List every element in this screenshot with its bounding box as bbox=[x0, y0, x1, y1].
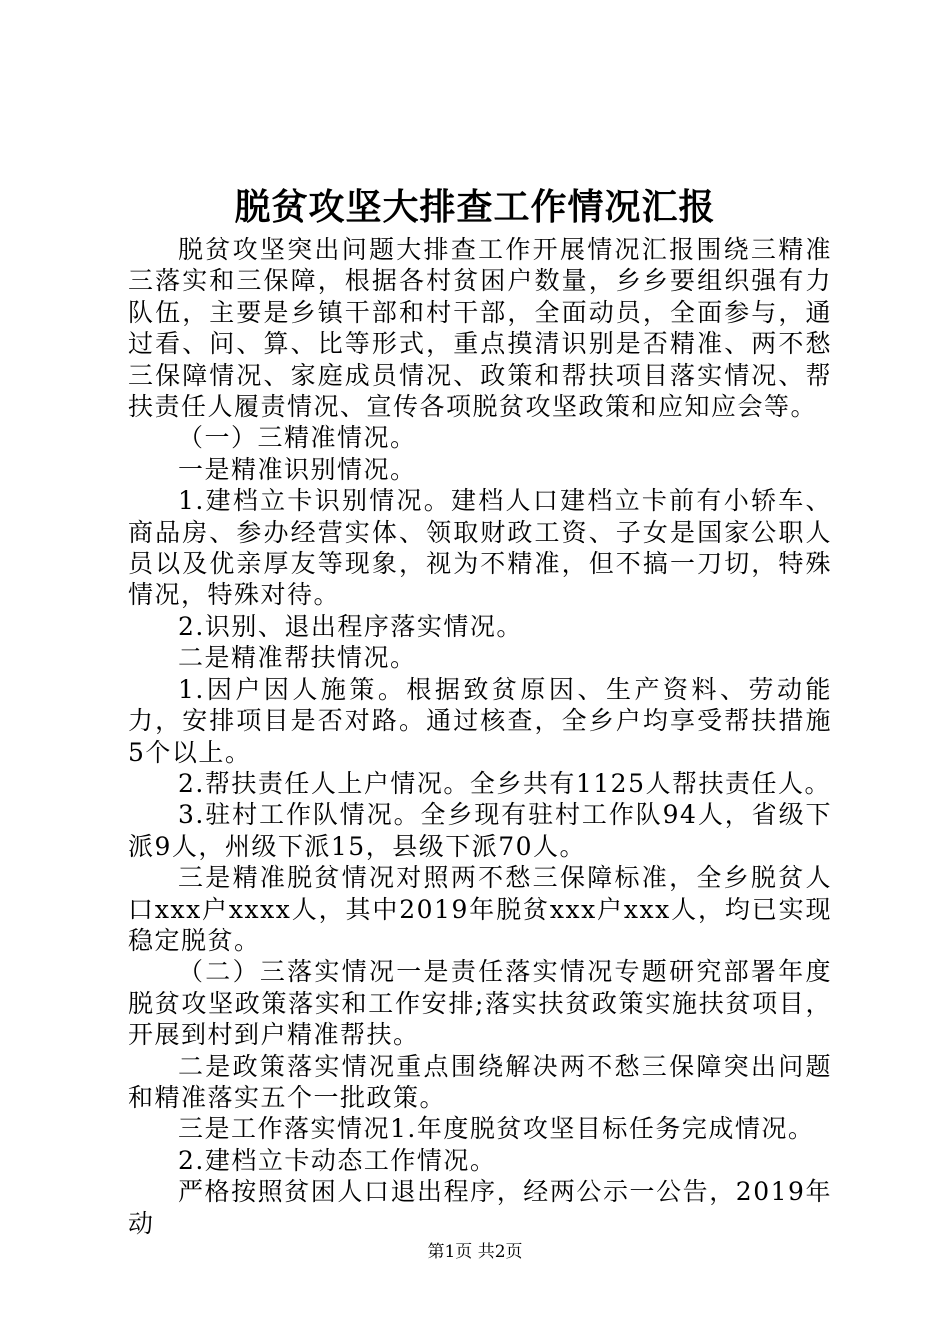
paragraph: 1.建档立卡识别情况。建档人口建档立卡前有小轿车、商品房、参办经营实体、领取财政工资、子女是国家公职人员以及优亲厚友等现象，视为不精准，但不搞一刀切，特殊情况，特殊对待。 bbox=[128, 486, 832, 610]
document-title: 脱贫攻坚大排查工作情况汇报 bbox=[234, 186, 716, 228]
paragraph: 三是精准脱贫情况对照两不愁三保障标准，全乡脱贫人口xxx户xxxx人，其中2019年脱贫xxx户xxx人，均已实现稳定脱贫。 bbox=[128, 863, 832, 955]
paragraph: 脱贫攻坚突出问题大排查工作开展情况汇报围绕三精准三落实和三保障，根据各村贫困户数量，乡乡要组织强有力队伍，主要是乡镇干部和村干部，全面动员，全面参与，通过看、问、算、比等形式，重点摸清识别是否精准、两不愁三保障情况、家庭成员情况、政策和帮扶项目落实情况、帮扶责任人履责情况、宣传各项脱贫攻坚政策和应知应会等。 bbox=[128, 235, 832, 422]
paragraph: 严格按照贫困人口退出程序，经两公示一公告，2019年动 bbox=[128, 1177, 832, 1238]
paragraph: 1.因户因人施策。根据致贫原因、生产资料、劳动能力，安排项目是否对路。通过核查，全乡户均享受帮扶措施5个以上。 bbox=[128, 674, 832, 767]
document-body bbox=[128, 234, 832, 1239]
paragraph: 三是工作落实情况1.年度脱贫攻坚目标任务完成情况。 bbox=[178, 1114, 815, 1144]
paragraph: （二）三落实情况一是责任落实情况专题研究部署年度脱贫攻坚政策落实和工作安排;落实扶贫政策实施扶贫项目，开展到村到户精准帮扶。 bbox=[128, 957, 832, 1050]
paragraph: 2.建档立卡动态工作情况。 bbox=[178, 1145, 497, 1175]
paragraph: （一）三精准情况。 bbox=[178, 423, 417, 453]
paragraph: 二是精准帮扶情况。 bbox=[178, 643, 417, 673]
page-number: 第1页 共2页 bbox=[427, 1242, 523, 1262]
paragraph: 3.驻村工作队情况。全乡现有驻村工作队94人，省级下派9人，州级下派15，县级下派70人。 bbox=[128, 800, 832, 861]
paragraph: 2.识别、退出程序落实情况。 bbox=[178, 611, 523, 641]
paragraph: 二是政策落实情况重点围绕解决两不愁三保障突出问题和精准落实五个一批政策。 bbox=[128, 1051, 832, 1112]
paragraph: 2.帮扶责任人上户情况。全乡共有1125人帮扶责任人。 bbox=[178, 768, 831, 798]
paragraph: 一是精准识别情况。 bbox=[178, 454, 417, 484]
